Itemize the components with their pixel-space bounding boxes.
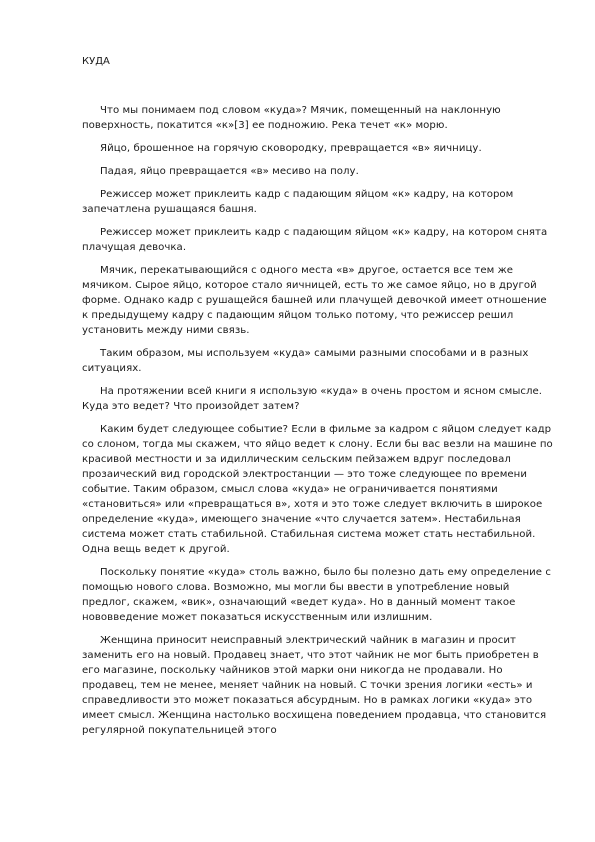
paragraph: Таким образом, мы используем «куда» самыми разными способами и в разных ситуациях. — [82, 348, 529, 374]
document-title: КУДА — [82, 56, 110, 67]
paragraph: Мячик, перекатывающийся с одного места «в» другое, остается все тем же мячиком. Сырое яйцо, которое стало яичницей, есть то же самое яйцо, но в другой форме. Однако кадр с рушащейся башней или плачущей девочкой имеет отношение к предыдущему кадру с падающим яйцом только потому, что режиссер решил установить между ними связь. — [82, 265, 547, 336]
paragraph: Что мы понимаем под словом «куда»? Мячик, помещенный на наклонную поверхность, покатится «к»[3] ее подножию. Река течет «к» морю. — [82, 105, 501, 131]
paragraph: Каким будет следующее событие? Если в фильме за кадром с яйцом следует кадр со слоном, тогда мы скажем, что яйцо ведет к слону. Если бы вас везли на машине по красивой местности и за идиллическим сельским пейзажем вдруг последовал прозаический вид городской электростанции — это тоже следующее по времени событие. Таким образом, смысл слова «куда» не ограничивается понятиями «становиться» или «превращаться в», хотя и это тоже следует включить в широкое определение «куда», имеющего значение «что случается затем». Нестабильная система может стать стабильной. Стабильная система может стать нестабильной. Одна вещь ведет к другой. — [82, 424, 553, 555]
paragraph: Падая, яйцо превращается «в» месиво на полу. — [100, 166, 359, 177]
paragraph: Режиссер может приклеить кадр с падающим яйцом «к» кадру, на котором снята плачущая девочка. — [82, 227, 548, 253]
paragraph: Поскольку понятие «куда» столь важно, было бы полезно дать ему определение с помощью нового слова. Возможно, мы могли бы ввести в употребление новый предлог, скажем, «вик», означающий «ведет куда». Но в данный момент такое нововведение может показаться искусственным или излишним. — [82, 567, 551, 623]
paragraph: На протяжении всей книги я использую «куда» в очень простом и ясном смысле. Куда это ведет? Что произойдет затем? — [82, 386, 543, 412]
paragraph: Яйцо, брошенное на горячую сковородку, превращается «в» яичницу. — [100, 143, 482, 154]
document-body — [82, 103, 556, 746]
paragraph: Режиссер может приклеить кадр с падающим яйцом «к» кадру, на котором запечатлена рушащаяся башня. — [82, 189, 514, 215]
paragraph: Женщина приносит неисправный электрический чайник в магазин и просит заменить его на новый. Продавец знает, что этот чайник не мог быть приобретен в его магазине, поскольку чайников этой марки они никогда не продавали. Но продавец, тем не менее, меняет чайник на новый. С точки зрения логики «есть» и справедливости это может показаться абсурдным. Но в рамках логики «куда» это имеет смысл. Женщина настолько восхищена поведением продавца, что становится регулярной покупательницей этого — [82, 635, 547, 736]
